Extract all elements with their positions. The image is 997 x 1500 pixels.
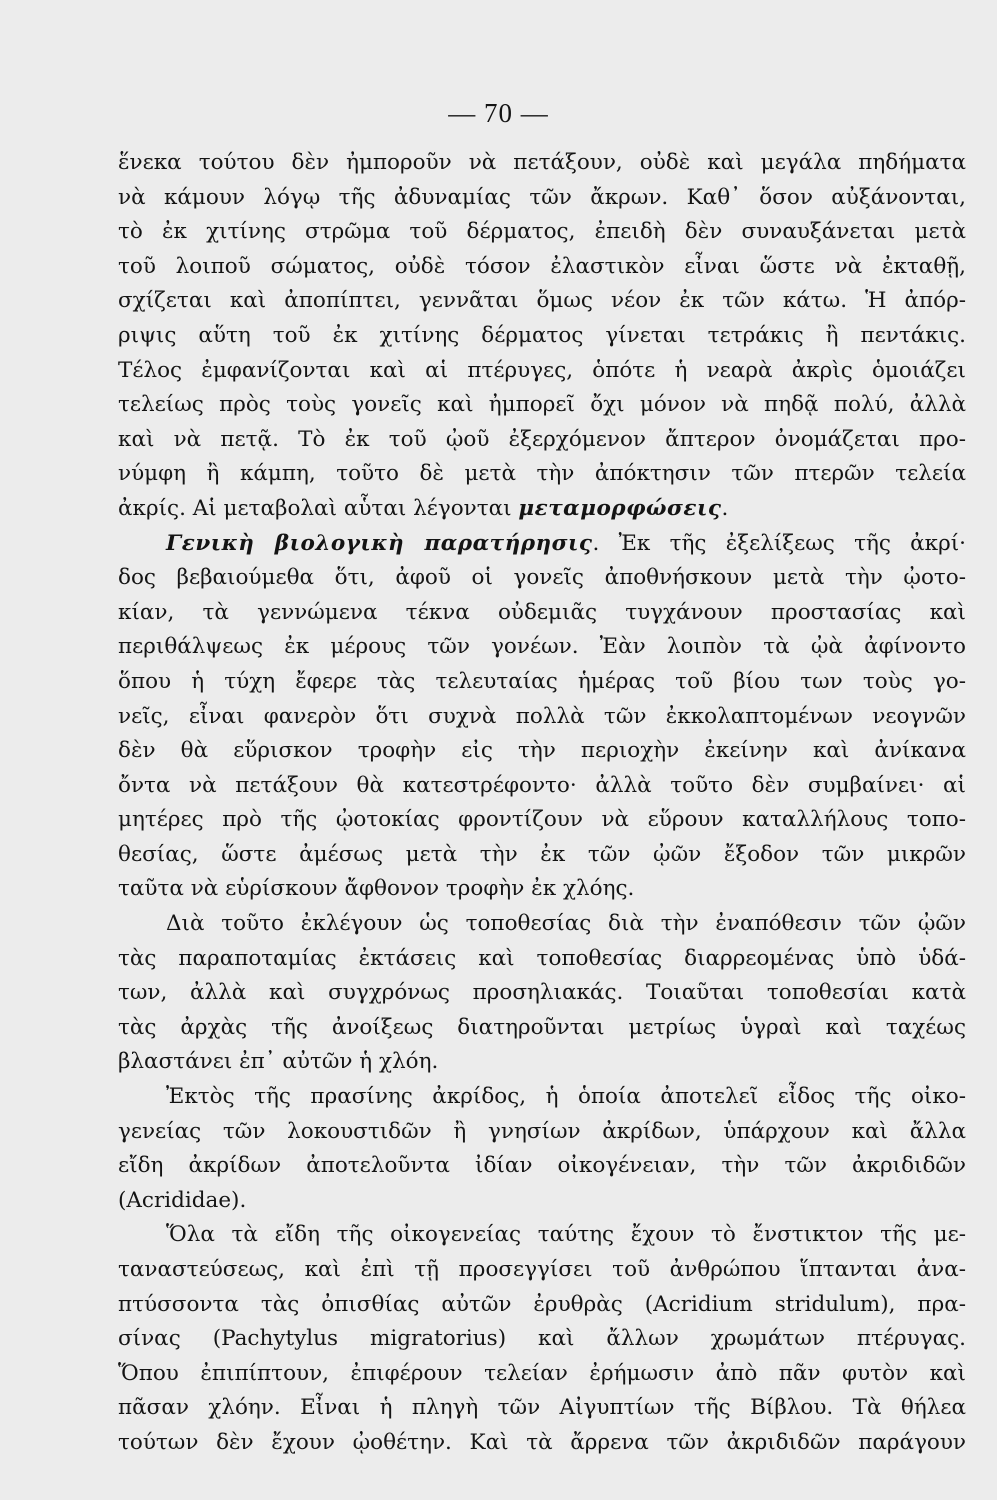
section-heading-line: Γενικὴ βιολογικὴ παρατήρησις. Ἐκ τῆς ἐξελίξεως τῆς ἀκρί· [166, 530, 966, 556]
text-line: ὅπου ἡ τύχη ἔφερε τὰς τελευταίας ἡμέρας τοῦ βίου των τοὺς γο- [118, 668, 966, 694]
text-line: νεῖς, εἶναι φανερὸν ὅτι συχνὰ πολλὰ τῶν ἐκκολαπτομένων νεογνῶν [118, 703, 966, 729]
page-number: — 70 — [448, 98, 549, 128]
text-line: Ἐκτὸς τῆς πρασίνης ἀκρίδος, ἡ ὁποία ἀποτελεῖ εἶδος τῆς οἰκο- [166, 1084, 966, 1110]
text-line: πᾶσαν χλόην. Εἶναι ἡ πληγὴ τῶν Αἰγυπτίων τῆς Βίβλου. Τὰ θήλεα [118, 1395, 966, 1421]
text-line: κίαν, τὰ γεννώμενα τέκνα οὐδεμιᾶς τυγχάνουν προστασίας καὶ [118, 599, 966, 625]
text-line: ὄντα νὰ πετάξουν θὰ κατεστρέφοντο· ἀλλὰ τοῦτο δὲν συμβαίνει· αἱ [118, 772, 966, 798]
text-line: εἴδη ἀκρίδων ἀποτελοῦντα ἰδίαν οἰκογένειαν, τὴν τῶν ἀκριδιδῶν [118, 1153, 966, 1179]
text-line: ταναστεύσεως, καὶ ἐπὶ τῇ προσεγγίσει τοῦ ἀνθρώπου ἵπτανται ἀνα- [118, 1257, 966, 1282]
body-text [118, 146, 966, 1461]
text-line: βλαστάνει ἐπ᾽ αὐτῶν ἡ χλόη. [118, 1049, 439, 1075]
text-line: νὰ κάμουν λόγῳ τῆς ἀδυναμίας τῶν ἄκρων. Καθ᾽ ὅσον αὐξάνονται, [118, 184, 966, 210]
text-line: ἕνεκα τούτου δὲν ἠμποροῦν νὰ πετάξουν, οὐδὲ καὶ μεγάλα πηδήματα [118, 150, 966, 175]
text-line: μητέρες πρὸ τῆς ᾠοτοκίας φροντίζουν νὰ εὕρουν καταλλήλους τοπο- [118, 807, 966, 833]
text-line: τούτων δὲν ἔχουν ᾠοθέτην. Καὶ τὰ ἄρρενα τῶν ἀκριδιδῶν παράγουν [118, 1429, 966, 1455]
text-line: Ὅπου ἐπιπίπτουν, ἐπιφέρουν τελείαν ἐρήμωσιν ἀπὸ πᾶν φυτὸν καὶ [118, 1360, 966, 1386]
text-line: ἀκρίς. Αἱ μεταβολαὶ αὗται λέγονται μεταμορφώσεις. [118, 495, 729, 521]
text-line: σχίζεται καὶ ἀποπίπτει, γεννᾶται ὅμως νέον ἐκ τῶν κάτω. Ἡ ἀπόρ- [118, 288, 966, 314]
text-line: (Acrididae). [118, 1187, 247, 1213]
text-line: δος βεβαιούμεθα ὅτι, ἀφοῦ οἱ γονεῖς ἀποθνήσκουν μετὰ τὴν ᾠοτο- [118, 565, 966, 591]
text-line: γενείας τῶν λοκουστιδῶν ἢ γνησίων ἀκρίδων, ὑπάρχουν καὶ ἄλλα [118, 1118, 966, 1144]
text-line: Τέλος ἐμφανίζονται καὶ αἱ πτέρυγες, ὁπότε ἡ νεαρὰ ἀκρὶς ὁμοιάζει [118, 357, 966, 383]
emphasized-term: μεταμορφώσεις [518, 495, 722, 521]
text-line: τὸ ἐκ χιτίνης στρῶμα τοῦ δέρματος, ἐπειδὴ δὲν συναυξάνεται μετὰ [118, 219, 966, 245]
text-line: περιθάλψεως ἐκ μέρους τῶν γονέων. Ἐὰν λοιπὸν τὰ ᾠὰ ἀφίνοντο [118, 634, 966, 660]
text-line: ριψις αὕτη τοῦ ἐκ χιτίνης δέρματος γίνεται τετράκις ἢ πεντάκις. [118, 322, 966, 348]
text-line: θεσίας, ὥστε ἀμέσως μετὰ τὴν ἐκ τῶν ᾠῶν ἔξοδον τῶν μικρῶν [118, 841, 966, 867]
text-line: τὰς παραποταμίας ἐκτάσεις καὶ τοποθεσίας διαρρεομένας ὑπὸ ὑδά- [118, 945, 966, 971]
text-line: Διὰ τοῦτο ἐκλέγουν ὡς τοποθεσίας διὰ τὴν ἐναπόθεσιν τῶν ᾠῶν [166, 911, 966, 937]
text-line: πτύσσοντα τὰς ὀπισθίας αὐτῶν ἐρυθρὰς (Acridium stridulum), πρα- [118, 1291, 966, 1317]
text-line: των, ἀλλὰ καὶ συγχρόνως προσηλιακάς. Τοιαῦται τοποθεσίαι κατὰ [118, 980, 966, 1006]
text-line: νύμφη ἢ κάμπη, τοῦτο δὲ μετὰ τὴν ἀπόκτησιν τῶν πτερῶν τελεία [118, 461, 966, 487]
text-line: ταῦτα νὰ εὑρίσκουν ἄφθονον τροφὴν ἐκ χλόης. [118, 876, 635, 902]
text-line: τελείως πρὸς τοὺς γονεῖς καὶ ἠμπορεῖ ὄχι μόνον νὰ πηδᾷ πολύ, ἀλλὰ [118, 392, 966, 418]
text-line: καὶ νὰ πετᾷ. Τὸ ἐκ τοῦ ᾠοῦ ἐξερχόμενον ἄπτερον ὀνομάζεται προ- [118, 426, 966, 452]
emphasized-term: Γενικὴ βιολογικὴ παρατήρησις [166, 530, 593, 556]
text-line: σίνας (Pachytylus migratorius) καὶ ἄλλων χρωμάτων πτέρυγας. [118, 1326, 966, 1352]
text-line: τὰς ἀρχὰς τῆς ἀνοίξεως διατηροῦνται μετρίως ὑγραὶ καὶ ταχέως [118, 1014, 966, 1040]
text-line: τοῦ λοιποῦ σώματος, οὐδὲ τόσον ἐλαστικὸν εἶναι ὥστε νὰ ἐκταθῇ, [118, 253, 966, 279]
text-line: δὲν θὰ εὕρισκον τροφὴν εἰς τὴν περιοχὴν ἐκείνην καὶ ἀνίκανα [118, 738, 966, 764]
text-line: Ὅλα τὰ εἴδη τῆς οἰκογενείας ταύτης ἔχουν τὸ ἔνστικτον τῆς με- [166, 1222, 966, 1248]
